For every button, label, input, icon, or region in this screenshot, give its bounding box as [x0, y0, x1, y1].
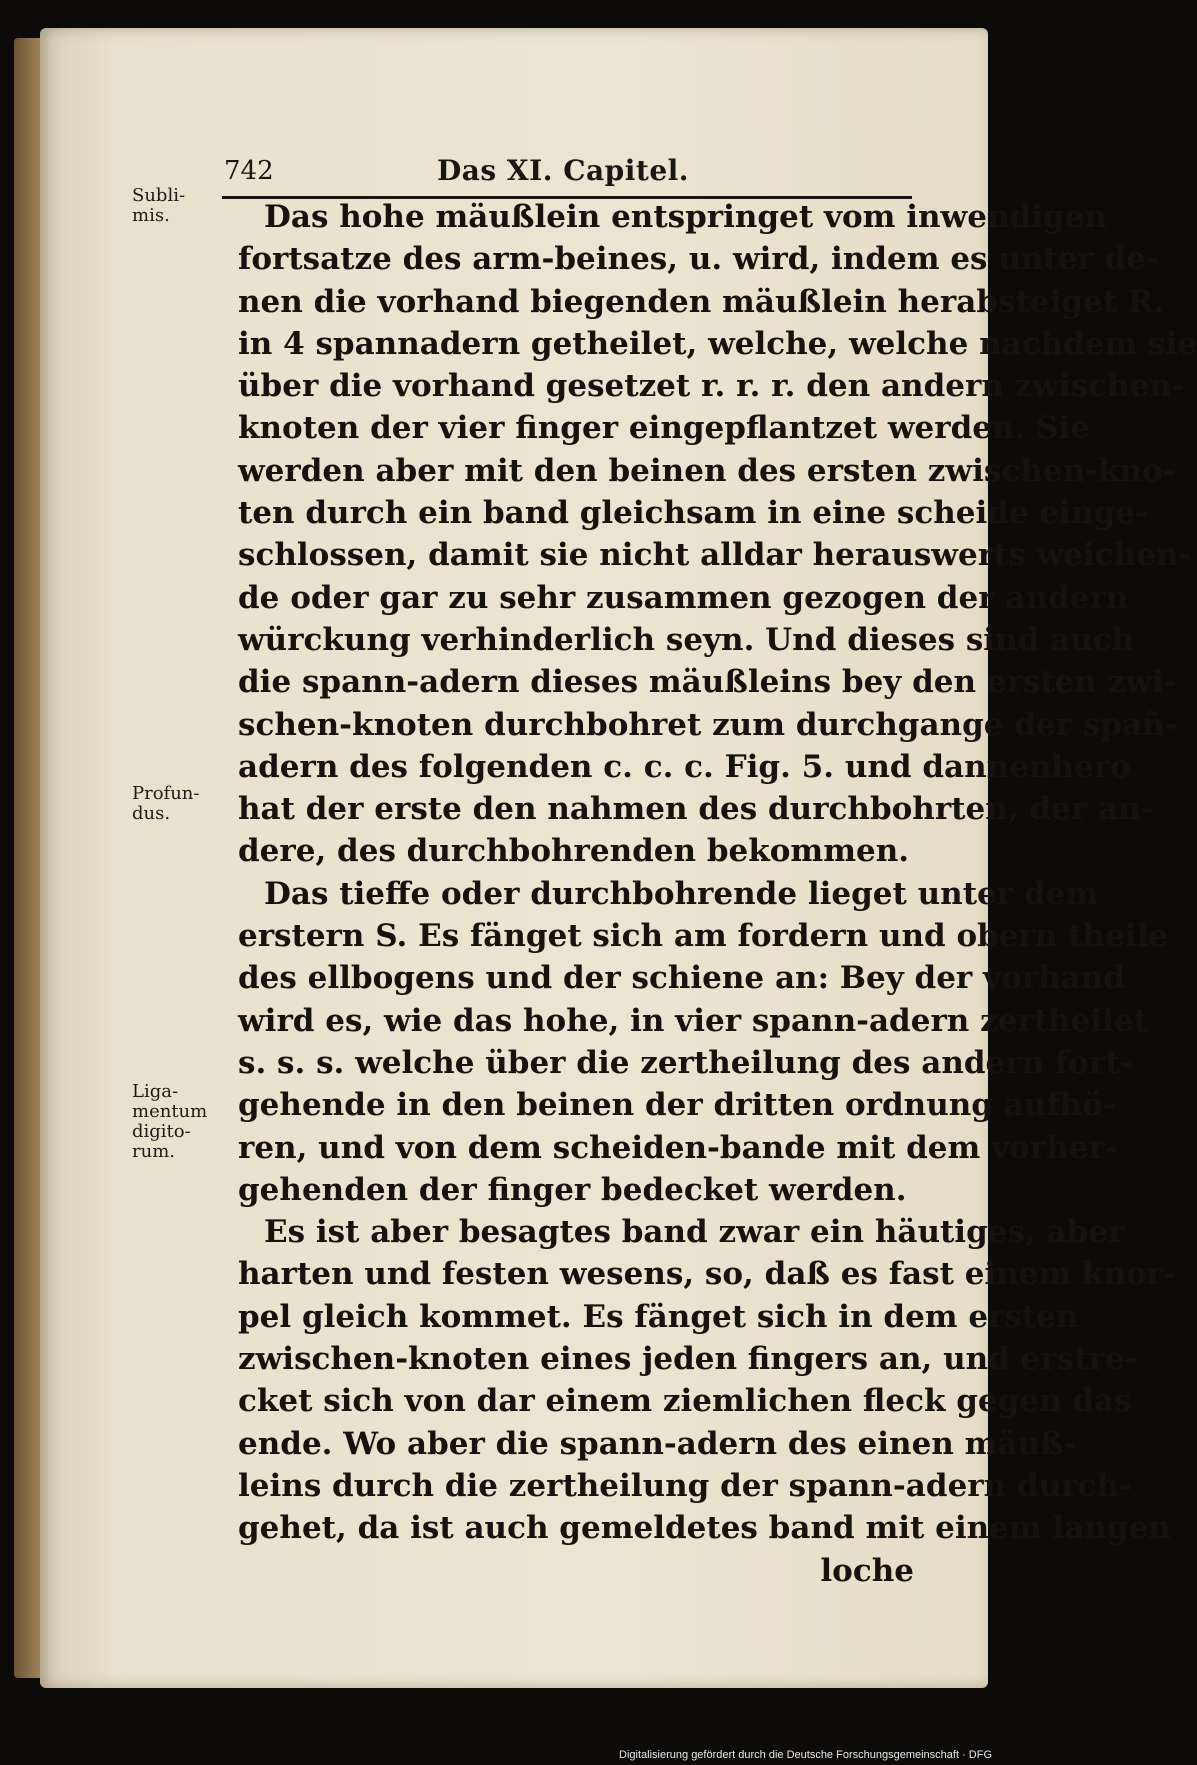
text-line: gehende in den beinen der dritten ordnung aufhö-: [238, 1087, 1116, 1124]
catchword: loche: [820, 1552, 914, 1589]
text-line: über die vorhand gesetzet r. r. r. den andern zwischen-: [238, 368, 1185, 405]
text-line: Das hohe mäußlein entspringet vom inwendigen: [264, 199, 1107, 235]
text-line: adern des folgenden c. c. c. Fig. 5. und dannenhero: [238, 748, 1131, 785]
page-header: [222, 152, 912, 199]
text-line: zwischen-knoten eines jeden fingers an, und erstre-: [238, 1341, 1138, 1378]
text-line: würckung verhinderlich seyn. Und dieses sind auch: [238, 621, 1135, 658]
running-title: Das XI. Capitel.: [437, 154, 690, 187]
text-line: dere, des durchbohrenden bekommen.: [238, 833, 910, 870]
text-line: in 4 spannadern getheilet, welche, welche nachdem sie: [238, 325, 1197, 362]
text-line: fortsatze des arm-beines, u. wird, indem es unter de-: [238, 241, 1159, 278]
text-line: nen die vorhand biegenden mäußlein herabsteiget R.: [238, 283, 1165, 320]
text-line: hat der erste den nahmen des durchbohrten, der an-: [238, 791, 1154, 828]
marginal-note-ligamentum: Liga- mentum digito- rum.: [132, 1081, 208, 1162]
text-line: leins durch die zertheilung der spann-adern durch-: [238, 1467, 1132, 1504]
text-line: knoten der vier finger eingepflantzet werden. Sie: [238, 410, 1091, 447]
text-line: schen-knoten durchbohret zum durchgange der spañ-: [238, 706, 1178, 743]
marginal-note-profundus: Profun- dus.: [132, 783, 200, 824]
text-line: cket sich von dar einem ziemlichen fleck gegen das: [238, 1383, 1132, 1420]
text-line: Das tieffe oder durchbohrende lieget unter dem: [264, 875, 1099, 912]
text-line: ren, und von dem scheiden-bande mit dem vorher-: [238, 1129, 1118, 1166]
body-text: [238, 196, 1197, 1592]
text-line: Es ist aber besagtes band zwar ein häutiges, aber: [264, 1214, 1125, 1251]
text-line: werden aber mit den beinen des ersten zwischen-kno-: [238, 452, 1176, 489]
text-line: pel gleich kommet. Es fänget sich in dem ersten: [238, 1298, 1079, 1335]
text-line: harten und festen wesens, so, daß es fast einem knor-: [238, 1256, 1176, 1293]
text-line: de oder gar zu sehr zusammen gezogen der andern: [238, 579, 1129, 616]
marginal-note-sublimis: Subli- mis.: [132, 185, 186, 226]
text-line: gehet, da ist auch gemeldetes band mit einem langen: [238, 1510, 1171, 1547]
text-line: ende. Wo aber die spann-adern des einen mäuß-: [238, 1425, 1077, 1462]
text-line: s. s. s. welche über die zertheilung des andern fort-: [238, 1044, 1133, 1081]
text-line: gehenden der finger bedecket werden.: [238, 1171, 907, 1208]
text-line: wird es, wie das hohe, in vier spann-adern zertheilet: [238, 1002, 1148, 1039]
text-line: des ellbogens und der schiene an: Bey der vorhand: [238, 960, 1125, 997]
page-number: 742: [224, 156, 274, 186]
digitization-footer: Digitalisierung gefördert durch die Deutsche Forschungsgemeinschaft · DFG: [619, 1749, 992, 1761]
text-line: erstern S. Es fänget sich am fordern und obern theile: [238, 918, 1169, 955]
text-line: die spann-adern dieses mäußleins bey den ersten zwi-: [238, 664, 1177, 701]
text-line: schlossen, damit sie nicht alldar herauswerts weichen-: [238, 537, 1192, 574]
text-line: ten durch ein band gleichsam in eine scheide einge-: [238, 495, 1148, 532]
